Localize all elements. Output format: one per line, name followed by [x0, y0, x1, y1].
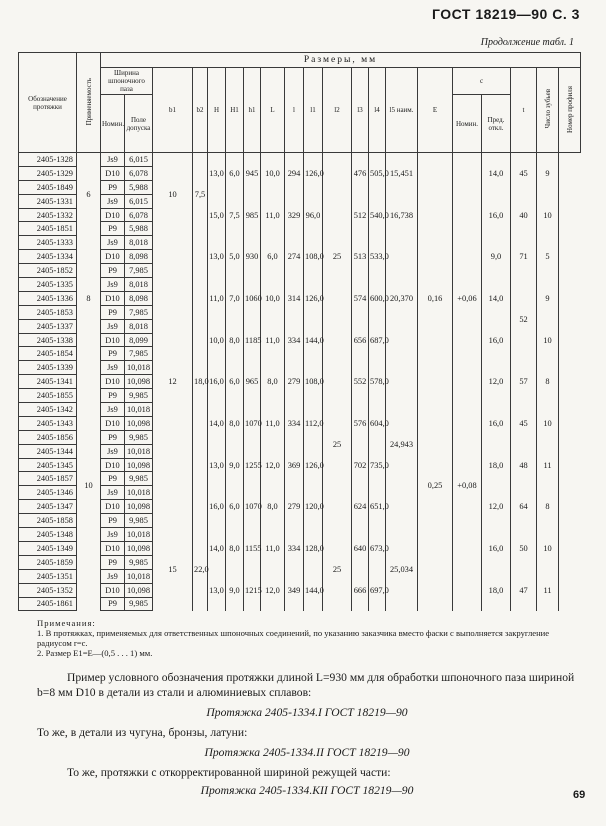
cell-designation: 2405-1861	[19, 597, 77, 611]
cell-teeth: 57	[511, 361, 537, 403]
cell-designation: 2405-1344	[19, 444, 77, 458]
example-text-3: То же, протяжки с откорректированной шириной режущей части:	[67, 766, 391, 779]
cell-b1: 10,098	[125, 375, 153, 389]
header-E: E	[418, 68, 453, 153]
cell-tolerance: D10	[101, 500, 125, 514]
cell-H1: 10,0	[208, 319, 226, 361]
table-row	[19, 236, 581, 250]
header-L: L	[261, 68, 285, 153]
cell-c-nom: 0,25	[418, 361, 453, 611]
cell-l4: 512	[352, 194, 369, 236]
table-row	[19, 528, 581, 542]
cell-l1: 314	[285, 278, 304, 320]
cell-H1: 14,0	[208, 528, 226, 570]
cell-applicability: 10	[77, 361, 101, 611]
cell-l5: 651,0	[369, 486, 386, 528]
cell-l1: 334	[285, 528, 304, 570]
cell-L: 1060	[244, 278, 261, 320]
cell-l2: 144,0	[304, 319, 323, 361]
table-row	[19, 569, 581, 583]
cell-t: 16,0	[482, 194, 511, 236]
cell-tolerance: P9	[101, 305, 125, 319]
header-designation: Обозначение протяжки	[19, 53, 77, 153]
cell-t: 14,0	[482, 278, 511, 320]
table-body	[19, 153, 581, 611]
cell-profile: 9	[537, 153, 559, 195]
cell-L: 1185	[244, 319, 261, 361]
cell-l4: 574	[352, 278, 369, 320]
header-l5: l5 наим.	[386, 68, 418, 153]
cell-l: 10,0	[261, 153, 285, 195]
cell-b1: 10,018	[125, 528, 153, 542]
cell-b1: 10,098	[125, 416, 153, 430]
cell-tolerance: D10	[101, 166, 125, 180]
header-applicability: Применяемость	[84, 77, 93, 126]
table-row	[19, 444, 581, 458]
header-keyway-width: Ширина шпоночного паза	[101, 68, 153, 95]
cell-applicability: 8	[77, 236, 101, 361]
cell-b1: 7,985	[125, 305, 153, 319]
cell-tolerance: Js9	[101, 361, 125, 375]
cell-designation: 2405-1342	[19, 403, 77, 417]
cell-l5: 604,0	[369, 403, 386, 445]
cell-b1: 9,985	[125, 472, 153, 486]
header-H: H	[208, 68, 226, 153]
cell-teeth: 47	[511, 569, 537, 611]
cell-tolerance: D10	[101, 333, 125, 347]
cell-L: 1215	[244, 569, 261, 611]
cell-designation: 2405-1351	[19, 569, 77, 583]
cell-l1: 329	[285, 194, 304, 236]
table-continuation-label: Продолжение табл. 1	[480, 37, 574, 48]
cell-c-dev: +0,08	[453, 361, 482, 611]
cell-tolerance: D10	[101, 208, 125, 222]
cell-teeth: 64	[511, 486, 537, 528]
cell-l5: 735,0	[369, 444, 386, 486]
cell-l1: 274	[285, 236, 304, 278]
cell-tolerance: P9	[101, 430, 125, 444]
cell-designation: 2405-1334	[19, 250, 77, 264]
cell-l5: 697,0	[369, 569, 386, 611]
cell-tolerance: D10	[101, 541, 125, 555]
cell-applicability: 6	[77, 153, 101, 236]
cell-tolerance: Js9	[101, 194, 125, 208]
cell-tolerance: P9	[101, 180, 125, 194]
cell-tolerance: D10	[101, 291, 125, 305]
cell-l4: 666	[352, 569, 369, 611]
cell-L: 930	[244, 236, 261, 278]
cell-H: 7,5	[193, 153, 208, 236]
cell-tolerance: Js9	[101, 486, 125, 500]
cell-profile: 10	[537, 528, 559, 570]
cell-H: 18,0	[193, 236, 208, 528]
cell-l2: 128,0	[304, 528, 323, 570]
cell-teeth: 71	[511, 236, 537, 278]
header-h1: h1	[244, 68, 261, 153]
cell-teeth: 40	[511, 194, 537, 236]
cell-h1: 7,5	[226, 194, 244, 236]
cell-b1: 6,078	[125, 166, 153, 180]
cell-b1: 9,985	[125, 597, 153, 611]
cell-b1: 8,098	[125, 250, 153, 264]
table-row	[19, 194, 581, 208]
cell-tolerance: Js9	[101, 444, 125, 458]
cell-tolerance: Js9	[101, 569, 125, 583]
cell-H1: 14,0	[208, 403, 226, 445]
cell-designation: 2405-1341	[19, 375, 77, 389]
cell-l4: 576	[352, 403, 369, 445]
cell-tolerance: D10	[101, 583, 125, 597]
cell-tolerance: P9	[101, 514, 125, 528]
cell-t: 18,0	[482, 569, 511, 611]
cell-designation: 2405-1349	[19, 541, 77, 555]
cell-l: 11,0	[261, 194, 285, 236]
cell-t: 9,0	[482, 236, 511, 278]
cell-profile: 11	[537, 444, 559, 486]
note-1: 1. В протяжках, применяемых для ответственных шпоночных соединений, по указанию заказчика вместо фаски c выполняется закругление радиусом r=c.	[37, 628, 550, 648]
cell-b2: 15	[153, 528, 193, 611]
cell-l: 11,0	[261, 319, 285, 361]
cell-designation: 2405-1329	[19, 166, 77, 180]
cell-H1: 11,0	[208, 278, 226, 320]
cell-l2: 126,0	[304, 444, 323, 486]
cell-designation: 2405-1333	[19, 236, 77, 250]
cell-h1: 5,0	[226, 236, 244, 278]
example-designation-2: Протяжка 2405-1334.II ГОСТ 18219—90	[204, 746, 410, 759]
cell-h1: 9,0	[226, 569, 244, 611]
cell-b1: 10,098	[125, 500, 153, 514]
cell-b1: 7,985	[125, 264, 153, 278]
cell-tolerance: D10	[101, 458, 125, 472]
cell-l2: 120,0	[304, 486, 323, 528]
cell-designation: 2405-1855	[19, 389, 77, 403]
cell-b1: 10,098	[125, 541, 153, 555]
cell-E: 24,943	[386, 361, 418, 528]
cell-designation: 2405-1853	[19, 305, 77, 319]
cell-L: 1155	[244, 528, 261, 570]
cell-l5: 673,0	[369, 528, 386, 570]
header-profile: Номер профиля	[565, 85, 574, 133]
cell-designation: 2405-1328	[19, 153, 77, 167]
cell-l1: 279	[285, 486, 304, 528]
cell-l3: 25	[323, 153, 352, 361]
cell-h1: 9,0	[226, 444, 244, 486]
cell-t: 16,0	[482, 528, 511, 570]
cell-b2: 10	[153, 153, 193, 236]
designation-example	[37, 670, 577, 801]
header-sizes: Размеры, мм	[101, 53, 581, 68]
cell-teeth: 48	[511, 444, 537, 486]
cell-h1: 7,0	[226, 278, 244, 320]
cell-E: 20,370	[386, 236, 418, 361]
cell-designation: 2405-1348	[19, 528, 77, 542]
cell-tolerance: Js9	[101, 403, 125, 417]
cell-L: 1070	[244, 486, 261, 528]
header-H1: H1	[226, 68, 244, 153]
example-designation-1: Протяжка 2405-1334.I ГОСТ 18219—90	[206, 706, 408, 719]
cell-t: 18,0	[482, 444, 511, 486]
cell-designation: 2405-1352	[19, 583, 77, 597]
cell-tolerance: Js9	[101, 236, 125, 250]
cell-b1: 6,015	[125, 194, 153, 208]
cell-l5: 687,0	[369, 319, 386, 361]
cell-profile: 10	[537, 194, 559, 236]
header-tolerance-field: Поле допуска	[125, 95, 153, 153]
cell-tolerance: P9	[101, 222, 125, 236]
cell-E: 16,738	[386, 194, 418, 236]
cell-b1: 10,018	[125, 361, 153, 375]
cell-designation: 2405-1345	[19, 458, 77, 472]
cell-l2: 108,0	[304, 236, 323, 278]
cell-b1: 8,099	[125, 333, 153, 347]
cell-teeth: 52	[511, 278, 537, 361]
cell-l5: 600,0	[369, 278, 386, 320]
cell-tolerance: D10	[101, 416, 125, 430]
cell-tolerance: P9	[101, 472, 125, 486]
cell-b1: 8,018	[125, 278, 153, 292]
table-row	[19, 319, 581, 333]
header-c: c	[453, 68, 511, 95]
cell-H1: 15,0	[208, 194, 226, 236]
example-designation-3: Протяжка 2405-1334.KII ГОСТ 18219—90	[200, 784, 414, 797]
cell-b1: 9,985	[125, 389, 153, 403]
cell-l1: 334	[285, 319, 304, 361]
cell-tolerance: P9	[101, 264, 125, 278]
cell-l3: 25	[323, 361, 352, 528]
cell-tolerance: D10	[101, 250, 125, 264]
cell-designation: 2405-1857	[19, 472, 77, 486]
cell-t: 16,0	[482, 403, 511, 445]
cell-profile: 9	[537, 278, 559, 320]
cell-l4: 656	[352, 319, 369, 361]
cell-b1: 10,098	[125, 583, 153, 597]
example-text-2: То же, в детали из чугуна, бронзы, латуни:	[37, 726, 248, 739]
document-header: ГОСТ 18219—90 С. 3	[432, 6, 580, 22]
cell-H1: 13,0	[208, 569, 226, 611]
cell-designation: 2405-1851	[19, 222, 77, 236]
cell-l1: 279	[285, 361, 304, 403]
cell-l: 12,0	[261, 444, 285, 486]
dimensions-table	[18, 52, 581, 611]
cell-H1: 13,0	[208, 153, 226, 195]
cell-b1: 8,018	[125, 319, 153, 333]
cell-L: 985	[244, 194, 261, 236]
header-nom: Номин.	[101, 95, 125, 153]
header-b1: b1	[153, 68, 193, 153]
cell-l4: 552	[352, 361, 369, 403]
cell-b1: 5,988	[125, 222, 153, 236]
cell-b1: 6,078	[125, 208, 153, 222]
cell-designation: 2405-1854	[19, 347, 77, 361]
cell-profile: 5	[537, 236, 559, 278]
cell-l5: 533,0	[369, 236, 386, 278]
cell-c-dev	[453, 153, 482, 236]
cell-designation: 2405-1849	[19, 180, 77, 194]
cell-h1: 6,0	[226, 486, 244, 528]
cell-b1: 8,098	[125, 291, 153, 305]
cell-l5: 540,0	[369, 194, 386, 236]
cell-designation: 2405-1856	[19, 430, 77, 444]
cell-designation: 2405-1339	[19, 361, 77, 375]
cell-b1: 10,018	[125, 486, 153, 500]
header-l: l	[285, 68, 304, 153]
header-l2: l2	[323, 68, 352, 153]
cell-teeth: 45	[511, 153, 537, 195]
cell-profile: 8	[537, 486, 559, 528]
cell-b1: 7,985	[125, 347, 153, 361]
cell-l4: 476	[352, 153, 369, 195]
cell-l5: 578,0	[369, 361, 386, 403]
cell-l2: 126,0	[304, 278, 323, 320]
cell-l2: 96,0	[304, 194, 323, 236]
table-row	[19, 153, 581, 167]
note-2: 2. Размер E1=E—(0,5 . . . 1) мм.	[37, 648, 153, 658]
cell-profile: 8	[537, 361, 559, 403]
cell-designation: 2405-1332	[19, 208, 77, 222]
notes-section	[37, 618, 582, 658]
cell-tolerance: Js9	[101, 528, 125, 542]
cell-designation: 2405-1335	[19, 278, 77, 292]
cell-l: 11,0	[261, 403, 285, 445]
cell-tolerance: P9	[101, 389, 125, 403]
cell-c-dev: +0,06	[453, 236, 482, 361]
cell-designation: 2405-1338	[19, 333, 77, 347]
cell-b1: 10,018	[125, 403, 153, 417]
cell-tolerance: P9	[101, 597, 125, 611]
cell-L: 965	[244, 361, 261, 403]
table-row	[19, 361, 581, 375]
cell-b1: 5,988	[125, 180, 153, 194]
header-c-nom: Номин.	[453, 95, 482, 153]
cell-tolerance: Js9	[101, 278, 125, 292]
cell-H1: 13,0	[208, 444, 226, 486]
cell-l: 8,0	[261, 486, 285, 528]
cell-b1: 10,018	[125, 444, 153, 458]
cell-L: 1255	[244, 444, 261, 486]
cell-b1: 9,985	[125, 555, 153, 569]
cell-E: 25,034	[386, 528, 418, 611]
cell-designation: 2405-1337	[19, 319, 77, 333]
cell-tolerance: Js9	[101, 319, 125, 333]
table-row	[19, 278, 581, 292]
cell-t: 12,0	[482, 486, 511, 528]
cell-b1: 6,015	[125, 153, 153, 167]
cell-l1: 294	[285, 153, 304, 195]
cell-l2: 108,0	[304, 361, 323, 403]
cell-designation: 2405-1858	[19, 514, 77, 528]
cell-L: 945	[244, 153, 261, 195]
header-l3: l3	[352, 68, 369, 153]
example-text-1: Пример условного обозначения протяжки длиной L=930 мм для обработки шпоночного паза шириной b=8 мм D10 в детали из стали и алюминиевых сплавов:	[37, 671, 575, 699]
cell-designation: 2405-1859	[19, 555, 77, 569]
cell-profile: 10	[537, 319, 559, 361]
cell-h1: 8,0	[226, 319, 244, 361]
cell-l: 6,0	[261, 236, 285, 278]
cell-designation: 2405-1331	[19, 194, 77, 208]
cell-h1: 8,0	[226, 403, 244, 445]
cell-l: 11,0	[261, 528, 285, 570]
cell-b1: 10,018	[125, 569, 153, 583]
cell-l4: 702	[352, 444, 369, 486]
header-c-dev: Пред. откл.	[482, 95, 511, 153]
page-number: 69	[573, 789, 586, 801]
cell-profile: 10	[537, 403, 559, 445]
cell-h1: 6,0	[226, 153, 244, 195]
header-teeth: Число зубьев	[543, 89, 552, 129]
cell-t: 16,0	[482, 319, 511, 361]
cell-teeth: 50	[511, 528, 537, 570]
cell-l5: 505,0	[369, 153, 386, 195]
cell-l2: 112,0	[304, 403, 323, 445]
cell-h1: 6,0	[226, 361, 244, 403]
cell-H1: 13,0	[208, 236, 226, 278]
cell-l4: 513	[352, 236, 369, 278]
cell-tolerance: D10	[101, 375, 125, 389]
cell-b2: 12	[153, 236, 193, 528]
cell-l: 8,0	[261, 361, 285, 403]
table-row	[19, 403, 581, 417]
cell-L: 1070	[244, 403, 261, 445]
cell-c-nom	[418, 153, 453, 236]
cell-l3: 25	[323, 528, 352, 611]
header-b2: b2	[193, 68, 208, 153]
cell-c-nom: 0,16	[418, 236, 453, 361]
cell-l2: 126,0	[304, 153, 323, 195]
cell-designation: 2405-1852	[19, 264, 77, 278]
cell-tolerance: Js9	[101, 153, 125, 167]
cell-b1: 8,018	[125, 236, 153, 250]
cell-l2: 144,0	[304, 569, 323, 611]
header-t: t	[511, 68, 537, 153]
cell-l1: 334	[285, 403, 304, 445]
table-row	[19, 486, 581, 500]
cell-l: 10,0	[261, 278, 285, 320]
notes-title: Примечания:	[37, 618, 96, 628]
cell-designation: 2405-1343	[19, 416, 77, 430]
cell-l4: 624	[352, 486, 369, 528]
cell-t: 14,0	[482, 153, 511, 195]
cell-l1: 349	[285, 569, 304, 611]
cell-l1: 369	[285, 444, 304, 486]
cell-t: 12,0	[482, 361, 511, 403]
cell-l4: 640	[352, 528, 369, 570]
cell-h1: 8,0	[226, 528, 244, 570]
cell-designation: 2405-1346	[19, 486, 77, 500]
cell-designation: 2405-1347	[19, 500, 77, 514]
cell-H1: 16,0	[208, 486, 226, 528]
cell-designation: 2405-1336	[19, 291, 77, 305]
cell-b1: 10,098	[125, 458, 153, 472]
cell-b1: 9,985	[125, 430, 153, 444]
cell-profile: 11	[537, 569, 559, 611]
cell-H: 22,0	[193, 528, 208, 611]
cell-tolerance: P9	[101, 555, 125, 569]
cell-b1: 9,985	[125, 514, 153, 528]
header-l4: l4	[369, 68, 386, 153]
cell-teeth: 45	[511, 403, 537, 445]
cell-E: 15,451	[386, 153, 418, 195]
cell-l: 12,0	[261, 569, 285, 611]
cell-tolerance: P9	[101, 347, 125, 361]
header-l1: l1	[304, 68, 323, 153]
cell-H1: 16,0	[208, 361, 226, 403]
